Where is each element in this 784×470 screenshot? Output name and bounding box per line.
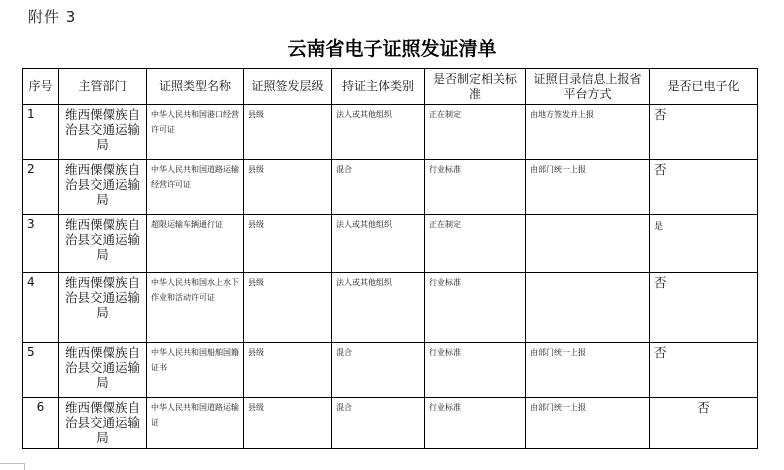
header-cell-license: 证照类型名称 — [147, 69, 244, 105]
license-name-cell: 中华人民共和国水上水下作业和活动许可证 — [147, 273, 244, 343]
table-row — [23, 160, 758, 215]
document-title: 云南省电子证照发证清单 — [287, 38, 497, 60]
report-method-cell: 由部门统一上报 — [526, 160, 650, 215]
standard-cell: 行业标准 — [425, 273, 526, 343]
table-row — [23, 105, 758, 160]
holder-type-cell: 法人或其他组织 — [332, 273, 425, 343]
issue-level-cell: 县级 — [244, 160, 332, 215]
holder-type-cell: 混合 — [332, 343, 425, 398]
standard-cell: 正在制定 — [425, 215, 526, 273]
holder-type-cell: 法人或其他组织 — [332, 215, 425, 273]
page-corner-mark — [0, 463, 25, 470]
report-method-cell: 由部门统一上报 — [526, 343, 650, 398]
license-name-cell: 超限运输车辆通行证 — [147, 215, 244, 273]
electronic-cell: 否 — [650, 105, 758, 160]
issue-level-cell: 县级 — [244, 105, 332, 160]
standard-cell: 行业标准 — [425, 160, 526, 215]
header-cell-dept: 主管部门 — [59, 69, 147, 105]
report-method-cell: 由地方签发并上报 — [526, 105, 650, 160]
standard-cell: 行业标准 — [425, 398, 526, 449]
license-name-cell: 中华人民共和国船舶国籍证书 — [147, 343, 244, 398]
dept-cell: 维西傈僳族自治县交通运输局 — [59, 215, 147, 273]
electronic-cell: 否 — [650, 273, 758, 343]
dept-cell: 维西傈僳族自治县交通运输局 — [59, 105, 147, 160]
license-name-cell: 中华人民共和国道路运输证 — [147, 398, 244, 449]
row-number: 3 — [23, 215, 59, 273]
dept-cell: 维西傈僳族自治县交通运输局 — [59, 398, 147, 449]
row-number: 1 — [23, 105, 59, 160]
electronic-cell: 否 — [650, 160, 758, 215]
row-number: 4 — [23, 273, 59, 343]
attachment-label: 附件 3 — [28, 8, 77, 26]
row-number: 5 — [23, 343, 59, 398]
report-method-cell: 由部门统一上报 — [526, 398, 650, 449]
header-cell-holder: 持证主体类别 — [332, 69, 425, 105]
standard-cell: 行业标准 — [425, 343, 526, 398]
standard-cell: 正在制定 — [425, 105, 526, 160]
holder-type-cell: 法人或其他组织 — [332, 105, 425, 160]
row-number: 2 — [23, 160, 59, 215]
issue-level-cell: 县级 — [244, 343, 332, 398]
license-name-cell: 中华人民共和国道路运输经营许可证 — [147, 160, 244, 215]
holder-type-cell: 混合 — [332, 398, 425, 449]
header-cell-report: 证照目录信息上报省平台方式 — [526, 69, 650, 105]
header-cell-standard: 是否制定相关标准 — [425, 69, 526, 105]
report-method-cell — [526, 215, 650, 273]
dept-cell: 维西傈僳族自治县交通运输局 — [59, 343, 147, 398]
header-cell-level: 证照签发层级 — [244, 69, 332, 105]
electronic-cell: 否 — [650, 398, 758, 449]
dept-cell: 维西傈僳族自治县交通运输局 — [59, 160, 147, 215]
electronic-cell: 是 — [650, 215, 758, 273]
header-cell-no: 序号 — [23, 69, 59, 105]
issue-level-cell: 县级 — [244, 398, 332, 449]
row-number: 6 — [23, 398, 59, 449]
table-row — [23, 273, 758, 343]
license-table — [22, 68, 758, 449]
holder-type-cell: 混合 — [332, 160, 425, 215]
table-row — [23, 215, 758, 273]
electronic-cell: 否 — [650, 343, 758, 398]
header-row — [23, 69, 758, 105]
table-row — [23, 343, 758, 398]
table-row — [23, 398, 758, 449]
issue-level-cell: 县级 — [244, 273, 332, 343]
issue-level-cell: 县级 — [244, 215, 332, 273]
dept-cell: 维西傈僳族自治县交通运输局 — [59, 273, 147, 343]
report-method-cell — [526, 273, 650, 343]
license-name-cell: 中华人民共和国港口经营许可证 — [147, 105, 244, 160]
header-cell-electronic: 是否已电子化 — [650, 69, 758, 105]
